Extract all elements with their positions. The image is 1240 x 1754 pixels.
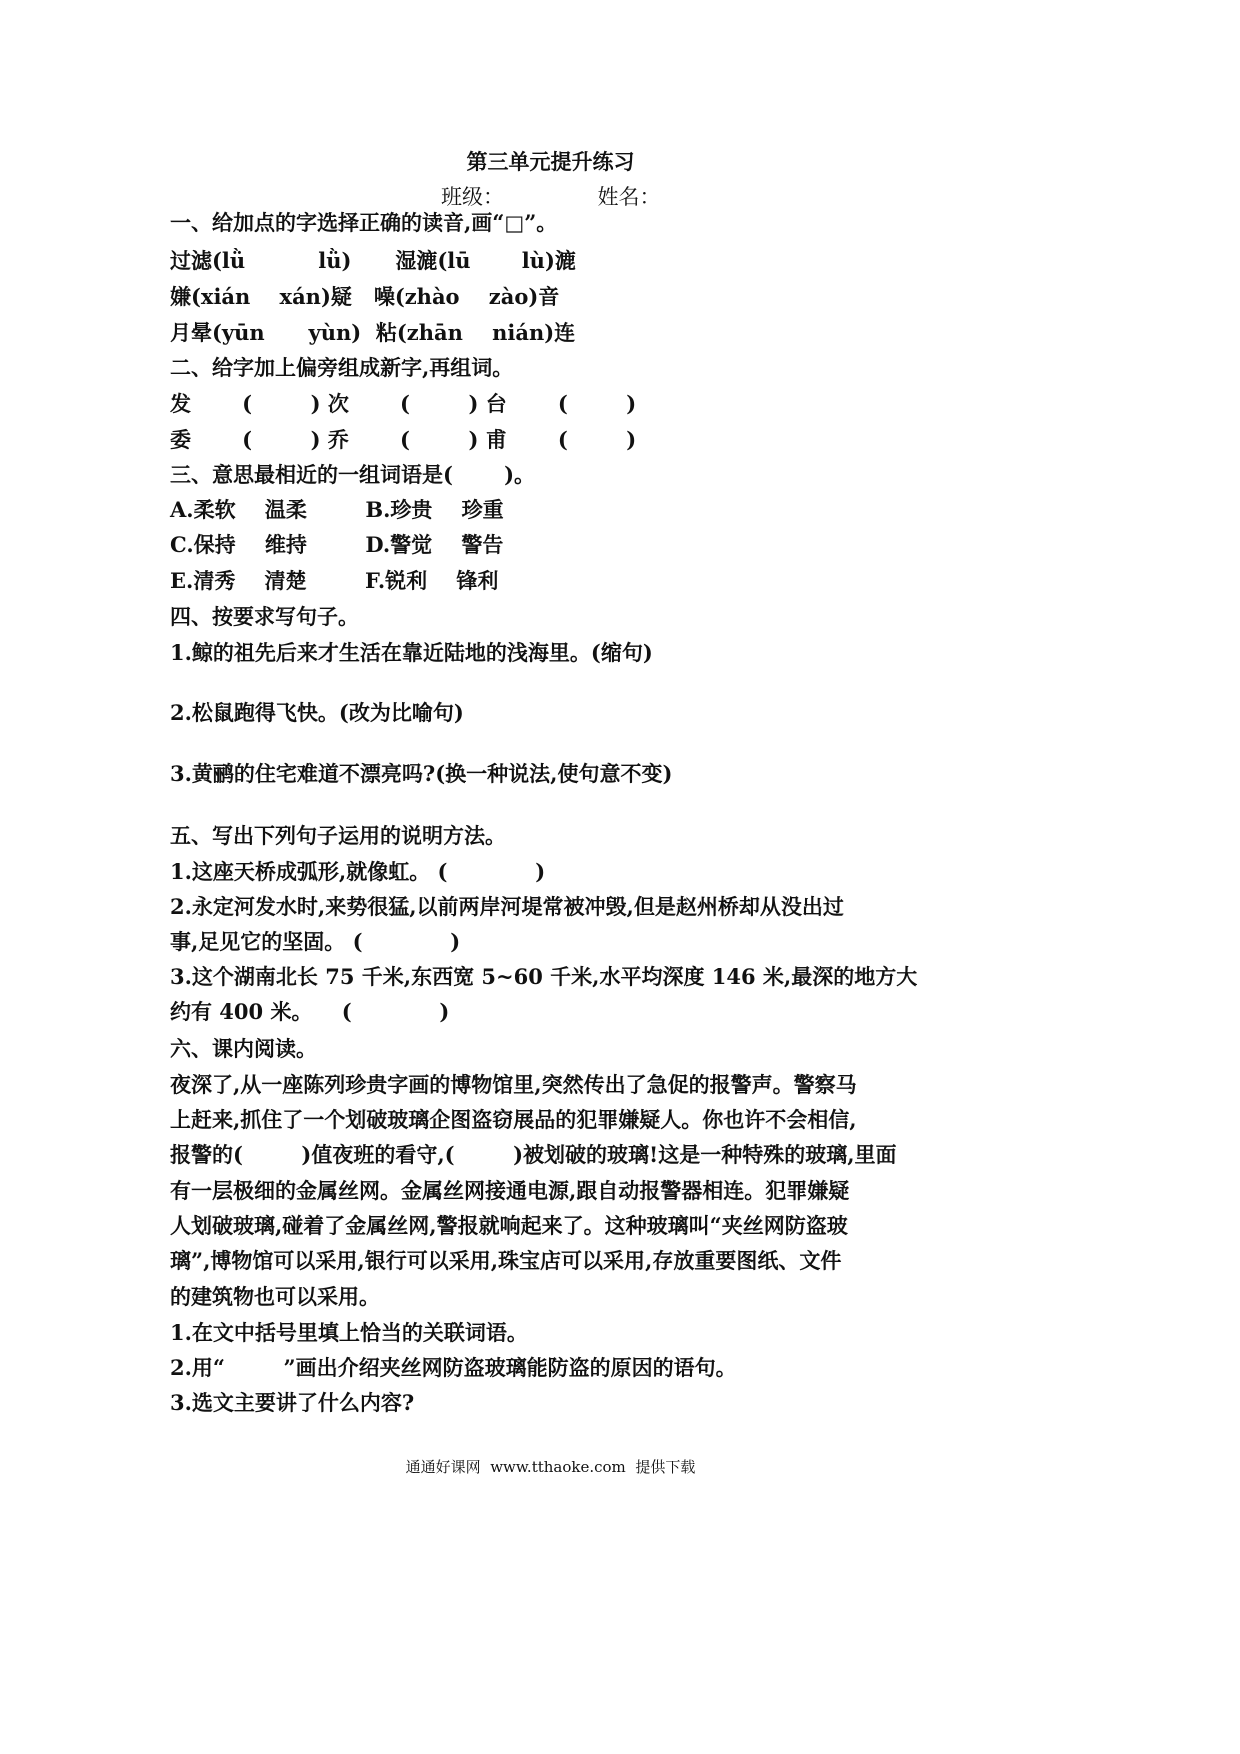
sentence-question-2: 2.松鼠跑得飞快。(改为比喻句) [170, 700, 464, 725]
sentence-question-1: 1.鲸的祖先后来才生活在靠近陆地的浅海里。(缩句) [170, 640, 653, 665]
passage-line-7: 的建筑物也可以采用。 [170, 1284, 380, 1309]
page-footer: 通通好课网 www.tthaoke.com 提供下载 [405, 1458, 696, 1476]
pinyin-row-3: 月晕(yūn yùn) 粘(zhān nián)连 [170, 320, 576, 345]
reading-question-1: 1.在文中括号里填上恰当的关联词语。 [170, 1320, 528, 1345]
radical-row-2: 委 ( ) 乔 ( ) 甫 ( ) [170, 427, 637, 452]
page-title: 第三单元提升练习 [466, 149, 635, 174]
passage-line-2: 上赶来,抓住了一个划破玻璃企图盗窃展品的犯罪嫌疑人。你也许不会相信, [170, 1107, 857, 1132]
option-row-3: E.清秀 清楚 F.锐利 锋利 [170, 568, 499, 593]
method-question-2-line-1: 2.永定河发水时,来势很猛,以前两岸河堤常被冲毁,但是赵州桥却从没出过 [170, 894, 844, 919]
passage-line-3: 报警的( )值夜班的看守,( )被划破的玻璃!这是一种特殊的玻璃,里面 [170, 1142, 897, 1167]
section-1-heading: 一、给加点的字选择正确的读音,画“□”。 [170, 210, 558, 235]
section-5-heading: 五、写出下列句子运用的说明方法。 [170, 823, 506, 848]
radical-row-1: 发 ( ) 次 ( ) 台 ( ) [170, 391, 637, 416]
section-4-heading: 四、按要求写句子。 [170, 604, 359, 629]
reading-question-3: 3.选文主要讲了什么内容? [170, 1390, 415, 1415]
passage-line-6: 璃”,博物馆可以采用,银行可以采用,珠宝店可以采用,存放重要图纸、文件 [170, 1248, 842, 1273]
reading-question-2: 2.用“ ”画出介绍夹丝网防盗玻璃能防盗的原因的语句。 [170, 1355, 737, 1380]
method-question-2-line-2: 事,足见它的坚固。 ( ) [170, 929, 461, 954]
pinyin-row-1: 过滤(lǜ lǜ) 湿漉(lū lù)漉 [170, 248, 576, 273]
passage-line-1: 夜深了,从一座陈列珍贵字画的博物馆里,突然传出了急促的报警声。警察马 [170, 1072, 857, 1097]
option-row-2: C.保持 维持 D.警觉 警告 [170, 532, 504, 557]
pinyin-row-2: 嫌(xián xán)疑 噪(zhào zào)音 [170, 284, 560, 309]
class-name-line: 班级： 姓名： [441, 185, 661, 209]
passage-line-5: 人划破玻璃,碰着了金属丝网,警报就响起来了。这种玻璃叫“夹丝网防盗玻 [170, 1213, 848, 1238]
method-question-3-line-1: 3.这个湖南北长 75 千米,东西宽 5~60 千米,水平均深度 146 米,最深的地方大 [170, 964, 918, 989]
method-question-3-line-2: 约有 400 米。 ( ) [170, 999, 450, 1024]
method-question-1: 1.这座天桥成弧形,就像虹。 ( ) [170, 859, 546, 884]
section-3-heading: 三、意思最相近的一组词语是( )。 [170, 462, 536, 487]
option-row-1: A.柔软 温柔 B.珍贵 珍重 [170, 497, 504, 522]
sentence-question-3: 3.黄鹂的住宅难道不漂亮吗?(换一种说法,使句意不变) [170, 761, 673, 786]
passage-line-4: 有一层极细的金属丝网。金属丝网接通电源,跟自动报警器相连。犯罪嫌疑 [170, 1178, 850, 1203]
section-6-heading: 六、课内阅读。 [170, 1036, 317, 1061]
section-2-heading: 二、给字加上偏旁组成新字,再组词。 [170, 355, 514, 380]
